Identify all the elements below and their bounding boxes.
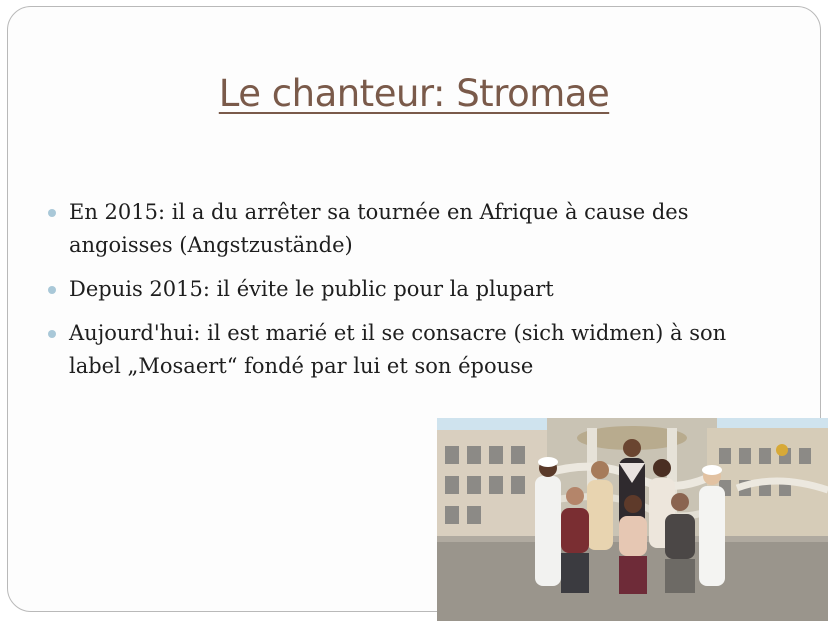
bullet-text: En 2015: il a du arrêter sa tournée en Afrique à cause des angoisses (Angstzustände) [69, 200, 689, 257]
group-photo-illustration [437, 418, 828, 621]
bullet-item [48, 273, 748, 306]
bullet-dot-icon [48, 209, 56, 217]
bullet-item [48, 317, 748, 383]
slide-title: Le chanteur: Stromae [218, 72, 610, 115]
bullet-text: Depuis 2015: il évite le public pour la plupart [69, 277, 554, 301]
group-photo [437, 418, 828, 621]
bullet-item [48, 196, 748, 262]
bullet-text: Aujourd'hui: il est marié et il se consacre (sich widmen) à son label „Mosaert“ fondé par lui et son épouse [69, 321, 727, 378]
bullet-dot-icon [48, 330, 56, 338]
bullet-dot-icon [48, 286, 56, 294]
bullet-list [48, 196, 748, 394]
